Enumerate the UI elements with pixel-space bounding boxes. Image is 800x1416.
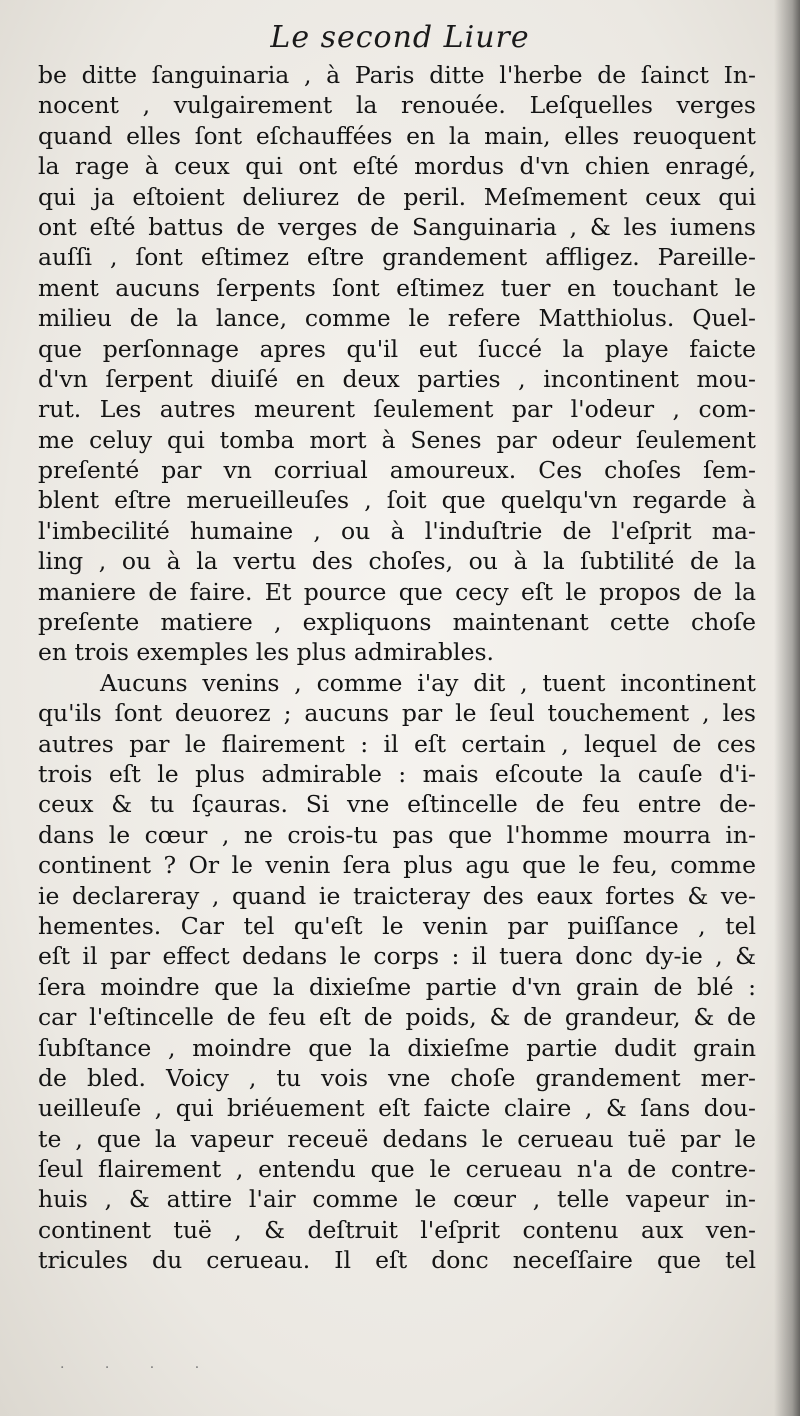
running-header: Le second Liure [270, 20, 530, 55]
body-text [38, 60, 756, 1276]
text-line: auſſi , ſont eſtimez eſtre grandement affligez. Pareille- [38, 243, 756, 272]
text-line: qui ja eſtoient deliurez de peril. Meſmement ceux qui [38, 182, 756, 211]
text-line: Aucuns venins , comme i'ay dit , tuent incontinent [100, 668, 756, 697]
text-line: eſt il par effect dedans le corps : il tuera donc dy-ie , & [38, 942, 756, 971]
text-line: huis , & attire l'air comme le cœur , telle vapeur in- [38, 1185, 756, 1214]
text-line: ceux & tu ſçauras. Si vne eſtincelle de feu entre de- [38, 790, 756, 819]
text-line: dans le cœur , ne crois-tu pas que l'homme mourra in- [38, 820, 756, 849]
text-line: me celuy qui tomba mort à Senes par odeur ſeulement [38, 425, 756, 454]
text-line: rut. Les autres meurent ſeulement par l'odeur , com- [38, 395, 756, 424]
text-line: continent ? Or le venin ſera plus agu que le feu, comme [38, 851, 756, 880]
text-line: qu'ils ſont deuorez ; aucuns par le ſeul touchement , les [38, 699, 756, 728]
text-line: autres par le flairement : il eſt certain , lequel de ces [38, 729, 756, 758]
text-line: ſubſtance , moindre que la dixieſme partie dudit grain [38, 1033, 756, 1062]
text-line: ment aucuns ſerpents ſont eſtimez tuer en touchant le [38, 273, 756, 302]
text-line: tricules du cerueau. Il eſt donc neceſſaire que tel [38, 1246, 756, 1275]
text-line: la rage à ceux qui ont eſté mordus d'vn chien enragé, [38, 152, 756, 181]
text-line: preſente matiere , expliquons maintenant cette choſe [38, 608, 756, 637]
text-line: ling , ou à la vertu des choſes, ou à la ſubtilité de la [38, 547, 756, 576]
text-line: quand elles ſont eſchauffées en la main, elles reuoquent [38, 121, 756, 150]
text-line: de bled. Voicy , tu vois vne choſe grandement mer- [38, 1063, 756, 1092]
text-line: d'vn ſerpent diuiſé en deux parties , incontinent mou- [38, 364, 756, 393]
text-line: ie declareray , quand ie traicteray des eaux fortes & ve- [38, 881, 756, 910]
text-line: car l'eſtincelle de feu eſt de poids, & de grandeur, & de [38, 1003, 756, 1032]
text-line: be ditte ſanguinaria , à Paris ditte l'herbe de ſainct In- [38, 61, 756, 89]
page-edge-shadow [774, 0, 800, 1416]
text-line: ueilleuſe , qui briéuement eſt faicte claire , & ſans dou- [38, 1094, 756, 1123]
text-line: ſeul flairement , entendu que le cerueau n'a de contre- [38, 1155, 756, 1184]
text-line: hementes. Car tel qu'eſt le venin par puiſſance , tel [38, 911, 756, 940]
text-line: trois eſt le plus admirable : mais eſcoute la cauſe d'i- [38, 759, 756, 788]
text-line: ont eſté battus de verges de Sanguinaria , & les iumens [38, 212, 756, 241]
text-line: te , que la vapeur receuë dedans le cerueau tuë par le [38, 1124, 756, 1153]
text-line: ſera moindre que la dixieſme partie d'vn grain de blé : [38, 972, 756, 1001]
bleed-through-marks: · · · · [60, 1360, 218, 1376]
text-line: que perſonnage apres qu'il eut ſuccé la playe faicte [38, 334, 756, 363]
text-line: nocent , vulgairement la renouée. Leſquelles verges [38, 91, 756, 120]
text-line: l'imbecilité humaine , ou à l'induſtrie de l'eſprit ma- [38, 516, 756, 545]
text-line: milieu de la lance, comme le refere Matthiolus. Quel- [38, 304, 756, 333]
text-line: maniere de faire. Et pource que cecy eſt le propos de la [38, 577, 756, 606]
text-line: continent tuë , & deſtruit l'eſprit contenu aux ven- [38, 1215, 756, 1244]
text-line: en trois exemples les plus admirables. [38, 638, 495, 667]
text-line: preſenté par vn corriual amoureux. Ces choſes ſem- [38, 456, 756, 485]
text-line: blent eſtre merueilleuſes , ſoit que quelqu'vn regarde à [38, 486, 756, 515]
